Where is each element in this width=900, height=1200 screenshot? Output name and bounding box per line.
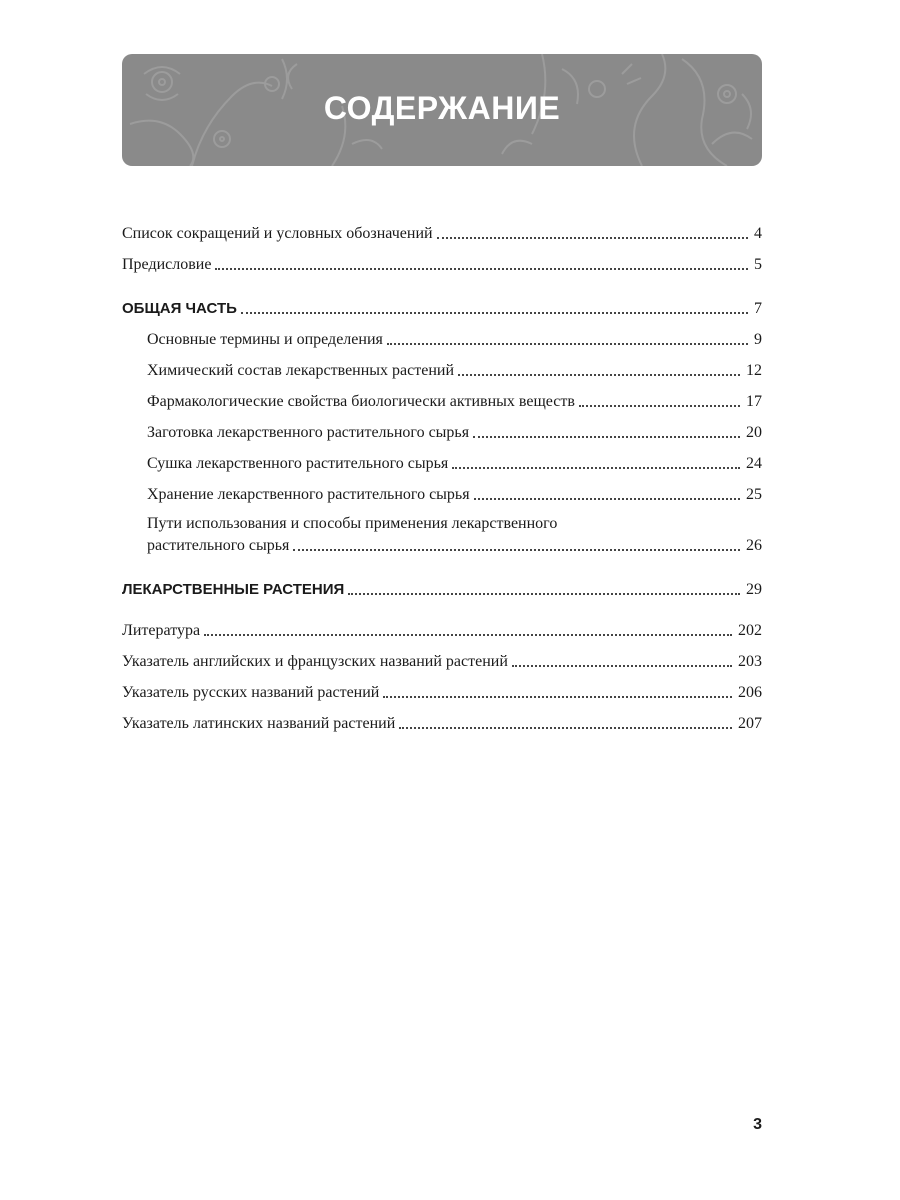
dot-leader [512,664,732,667]
toc-entry-title: Заготовка лекарственного растительного сырья [147,424,470,441]
toc-entry-page: 29 [746,581,762,598]
toc-entry-page: 202 [738,622,762,639]
page-number: 3 [753,1116,762,1133]
dot-leader [204,633,732,636]
toc-entry-page: 7 [754,300,762,317]
toc-entry-title: Химический состав лекарственных растений [147,362,455,379]
toc-subentry[interactable] [122,413,762,444]
toc-subentry[interactable] [122,475,762,506]
toc-entry-index-english-french[interactable] [122,642,762,673]
toc-entry-page: 17 [746,393,762,410]
dot-leader [348,592,740,595]
toc-entry-title: Предисловие [122,256,212,273]
toc-section-title: ОБЩАЯ ЧАСТЬ [122,300,237,317]
dot-leader [473,435,740,438]
dot-leader [387,342,748,345]
toc-subentry[interactable] [122,351,762,382]
toc-entry-page: 203 [738,653,762,670]
toc-entry-page: 24 [746,455,762,472]
toc-entry-index-latin[interactable] [122,704,762,735]
toc-entry-preface[interactable] [122,245,762,276]
toc-entry-title-line1: Пути использования и способы применения лекарственного [147,515,558,532]
toc-entry-title: Сушка лекарственного растительного сырья [147,455,449,472]
dot-leader [452,466,740,469]
toc-entry-page: 207 [738,715,762,732]
toc-entry-literature[interactable] [122,611,762,642]
toc-entry-title: Хранение лекарственного растительного сырья [147,486,470,503]
toc-section-plants[interactable] [122,570,762,601]
toc-entry-page: 20 [746,424,762,441]
toc-entry-title: Указатель русских названий растений [122,684,380,701]
dot-leader [474,497,740,500]
toc-entry-page: 26 [746,537,762,554]
page-title: СОДЕРЖАНИЕ [323,90,561,126]
dot-leader [458,373,740,376]
toc-entry-page: 9 [754,331,762,348]
dot-leader [241,311,748,314]
dot-leader [383,695,732,698]
toc-entry-page: 25 [746,486,762,503]
toc-entry-title: Список сокращений и условных обозначений [122,225,433,242]
toc-entry-abbreviations[interactable] [122,214,762,245]
dot-leader [437,236,748,239]
toc-subentry-multiline[interactable] [122,506,762,557]
toc-subentry[interactable] [122,382,762,413]
toc-entry-page: 12 [746,362,762,379]
toc-entry-title: Основные термины и определения [147,331,383,348]
toc-subentry[interactable] [122,444,762,475]
toc-entry-title: Фармакологические свойства биологически активных веществ [147,393,575,410]
toc-entry-title-line2: растительного сырья [147,537,290,554]
toc-entry-title: Указатель английских и французских названий растений [122,653,508,670]
dot-leader [293,548,740,551]
toc-subentry[interactable] [122,320,762,351]
dot-leader [579,404,740,407]
toc-entry-page: 206 [738,684,762,701]
toc-section-title: ЛЕКАРСТВЕННЫЕ РАСТЕНИЯ [122,581,345,598]
toc-section-general[interactable] [122,289,762,320]
table-of-contents [122,214,762,735]
dot-leader [215,267,748,270]
toc-entry-title: Указатель латинских названий растений [122,715,396,732]
toc-entry-page: 4 [754,225,762,242]
toc-entry-title: Литература [122,622,201,639]
dot-leader [399,726,732,729]
toc-entry-page: 5 [754,256,762,273]
toc-entry-index-russian[interactable] [122,673,762,704]
contents-header-banner [122,54,762,166]
